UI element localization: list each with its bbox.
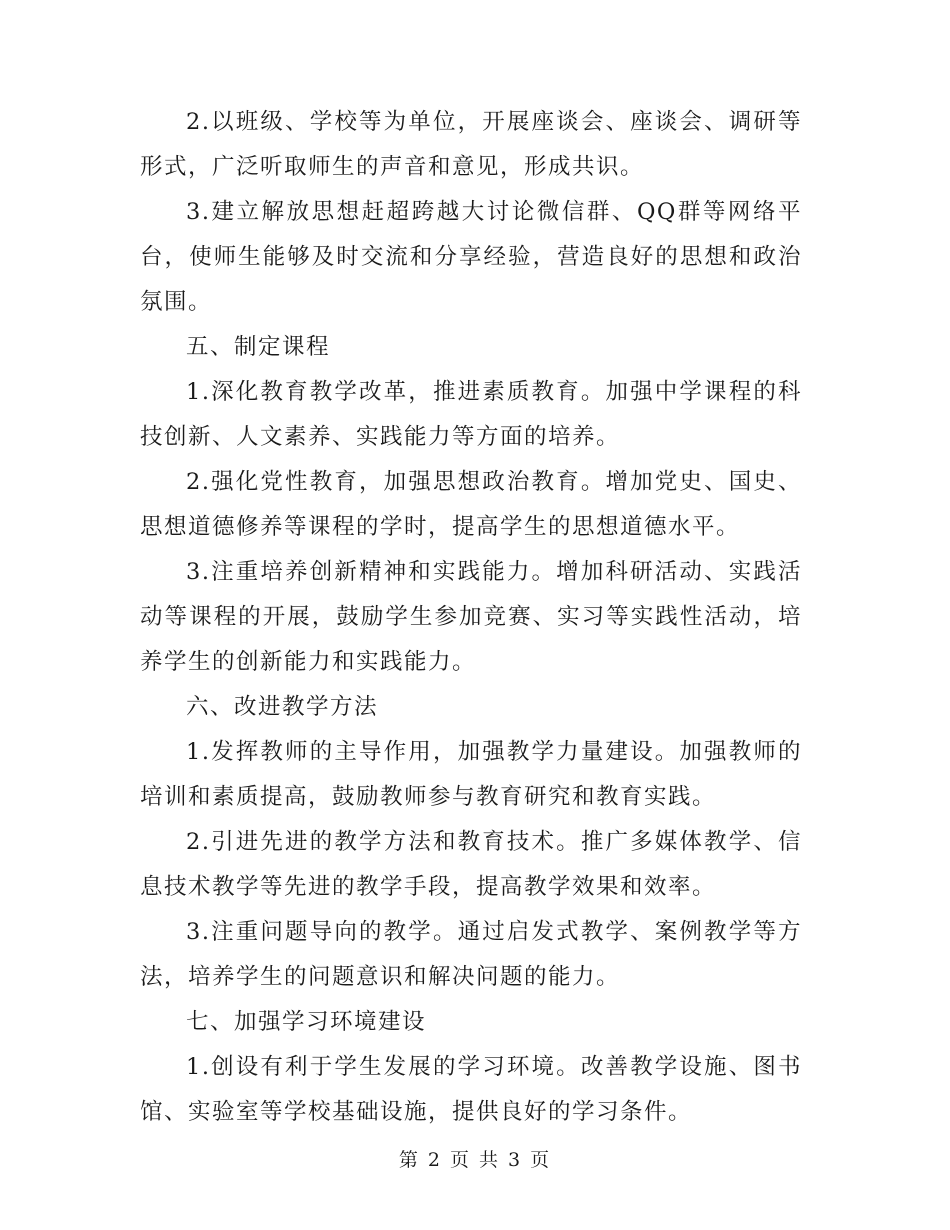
document-body (140, 100, 802, 1135)
paragraph: 1.深化教育教学改革，推进素质教育。加强中学课程的科技创新、人文素养、实践能力等方面的培养。 (140, 379, 802, 450)
section-heading: 六、改进教学方法 (186, 694, 379, 720)
section-heading: 五、制定课程 (186, 334, 331, 360)
page-number-footer: 第 2 页 共 3 页 (398, 1149, 552, 1171)
paragraph: 1.发挥教师的主导作用，加强教学力量建设。加强教师的培训和素质提高，鼓励教师参与教育研究和教育实践。 (140, 739, 802, 810)
paragraph: 3.建立解放思想赶超跨越大讨论微信群、QQ群等网络平台，使师生能够及时交流和分享经验，营造良好的思想和政治氛围。 (140, 199, 802, 315)
paragraph: 2.以班级、学校等为单位，开展座谈会、座谈会、调研等形式，广泛听取师生的声音和意见，形成共识。 (140, 109, 802, 180)
paragraph: 2.引进先进的教学方法和教育技术。推广多媒体教学、信息技术教学等先进的教学手段，提高教学效果和效率。 (140, 829, 802, 900)
paragraph: 2.强化党性教育，加强思想政治教育。增加党史、国史、思想道德修养等课程的学时，提高学生的思想道德水平。 (140, 469, 802, 540)
paragraph: 3.注重问题导向的教学。通过启发式教学、案例教学等方法，培养学生的问题意识和解决问题的能力。 (140, 919, 802, 990)
paragraph: 1.创设有利于学生发展的学习环境。改善教学设施、图书馆、实验室等学校基础设施，提供良好的学习条件。 (140, 1054, 802, 1125)
section-heading: 七、加强学习环境建设 (186, 1009, 427, 1035)
paragraph: 3.注重培养创新精神和实践能力。增加科研活动、实践活动等课程的开展，鼓励学生参加竞赛、实习等实践性活动，培养学生的创新能力和实践能力。 (140, 559, 802, 675)
